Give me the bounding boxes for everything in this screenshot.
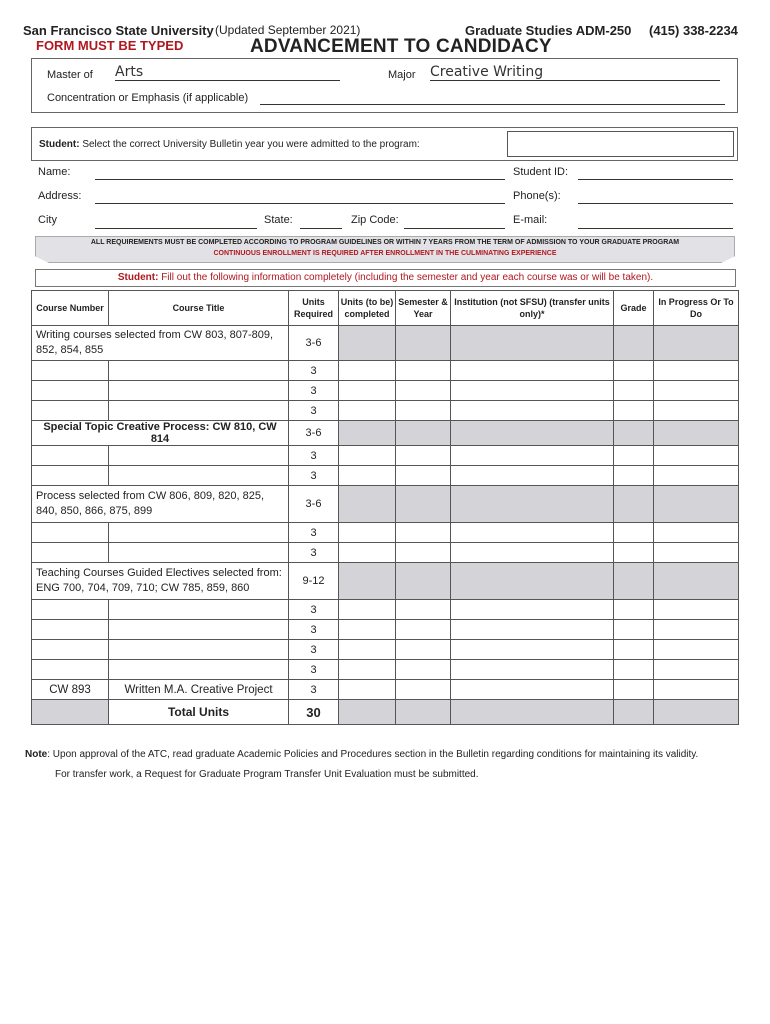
concentration-field[interactable] xyxy=(260,91,725,105)
major-field[interactable]: Creative Writing xyxy=(430,64,720,81)
semester-cell[interactable] xyxy=(396,620,451,640)
institution-cell xyxy=(451,486,614,523)
units-completed-cell[interactable] xyxy=(339,660,396,680)
master-label: Master of xyxy=(47,69,93,81)
student-id-label: Student ID: xyxy=(513,166,569,178)
grade-cell[interactable] xyxy=(614,600,654,620)
note-text: : Upon approval of the ATC, read graduate Academic Policies and Procedures section in the Bulletin regarding conditions for maintaining its validity. xyxy=(47,749,699,760)
grade-cell[interactable] xyxy=(614,466,654,486)
units-completed-cell[interactable] xyxy=(339,680,396,700)
table-header-row xyxy=(32,291,739,326)
grade-cell xyxy=(614,326,654,361)
semester-cell[interactable] xyxy=(396,401,451,421)
master-field[interactable]: Arts xyxy=(115,64,340,81)
grade-cell[interactable] xyxy=(614,660,654,680)
course-title-cell[interactable] xyxy=(109,600,289,620)
email-label: E-mail: xyxy=(513,214,548,226)
semester-cell[interactable] xyxy=(396,543,451,563)
grade-cell[interactable] xyxy=(614,523,654,543)
institution-cell[interactable] xyxy=(451,600,614,620)
course-title-cell[interactable]: Written M.A. Creative Project xyxy=(109,680,289,700)
semester-cell[interactable] xyxy=(396,446,451,466)
grade-cell[interactable] xyxy=(614,361,654,381)
approval-note xyxy=(25,749,698,760)
grade-cell xyxy=(614,563,654,600)
institution-cell[interactable] xyxy=(451,680,614,700)
phones-label: Phone(s): xyxy=(513,190,561,202)
institution-cell[interactable] xyxy=(451,660,614,680)
grade-cell[interactable] xyxy=(614,620,654,640)
units-required-cell: 3-6 xyxy=(289,486,339,523)
major-label: Major xyxy=(388,69,416,81)
note-label: Note xyxy=(25,749,48,760)
units-completed-cell[interactable] xyxy=(339,401,396,421)
units-completed-cell[interactable] xyxy=(339,466,396,486)
address-label: Address: xyxy=(38,190,82,202)
grade-cell[interactable] xyxy=(614,543,654,563)
course-title-cell[interactable] xyxy=(109,640,289,660)
grade-cell xyxy=(614,421,654,446)
semester-cell[interactable] xyxy=(396,660,451,680)
category-row xyxy=(32,563,739,600)
state-label: State: xyxy=(264,214,293,226)
total-spacer xyxy=(32,700,109,725)
course-number-cell[interactable] xyxy=(32,466,109,486)
category-row xyxy=(32,326,739,361)
university-name: San Francisco State University xyxy=(23,23,214,38)
grade-cell[interactable] xyxy=(614,640,654,660)
semester-cell xyxy=(396,563,451,600)
units-required-cell: 3 xyxy=(289,361,339,381)
col-grade: Grade xyxy=(614,291,654,326)
units-required-cell: 3 xyxy=(289,381,339,401)
col-course-number: Course Number xyxy=(32,291,109,326)
units-required-cell: 3-6 xyxy=(289,326,339,361)
progress-cell[interactable] xyxy=(654,523,739,543)
course-title-cell[interactable] xyxy=(109,466,289,486)
progress-cell xyxy=(654,326,739,361)
grade-cell[interactable] xyxy=(614,381,654,401)
grade-cell[interactable] xyxy=(614,680,654,700)
units-required-cell: 9-12 xyxy=(289,563,339,600)
units-required-cell: 3 xyxy=(289,620,339,640)
units-required-cell: 3 xyxy=(289,466,339,486)
units-completed-cell[interactable] xyxy=(339,361,396,381)
course-title-cell[interactable] xyxy=(109,523,289,543)
units-required-cell: 3 xyxy=(289,401,339,421)
course-number-cell[interactable]: CW 893 xyxy=(32,680,109,700)
course-number-cell[interactable] xyxy=(32,401,109,421)
semester-cell xyxy=(396,326,451,361)
progress-cell[interactable] xyxy=(654,660,739,680)
table-row xyxy=(32,600,739,620)
progress-cell[interactable] xyxy=(654,600,739,620)
instruction-text xyxy=(35,272,736,283)
units-completed-cell xyxy=(339,421,396,446)
progress-cell[interactable] xyxy=(654,361,739,381)
institution-cell xyxy=(451,563,614,600)
progress-cell xyxy=(654,421,739,446)
units-completed-cell[interactable] xyxy=(339,381,396,401)
total-label: Total Units xyxy=(109,700,289,725)
course-title-cell[interactable] xyxy=(109,660,289,680)
progress-cell[interactable] xyxy=(654,401,739,421)
instruction-body: Fill out the following information completely (including the semester and year each course was or will be taken). xyxy=(161,272,654,283)
units-required-cell: 3 xyxy=(289,543,339,563)
progress-cell[interactable] xyxy=(654,620,739,640)
course-table xyxy=(31,290,739,725)
course-title-cell[interactable] xyxy=(109,543,289,563)
table-row xyxy=(32,361,739,381)
category-row xyxy=(32,421,739,446)
institution-cell[interactable] xyxy=(451,620,614,640)
phones-field[interactable] xyxy=(578,203,733,204)
semester-cell xyxy=(396,486,451,523)
institution-cell[interactable] xyxy=(451,640,614,660)
must-type-warning: FORM MUST BE TYPED xyxy=(36,38,184,53)
progress-cell[interactable] xyxy=(654,640,739,660)
city-label: City xyxy=(38,214,57,226)
course-title-cell[interactable] xyxy=(109,381,289,401)
progress-cell[interactable] xyxy=(654,381,739,401)
institution-cell[interactable] xyxy=(451,466,614,486)
col-progress: In Progress Or To Do xyxy=(654,291,739,326)
semester-cell[interactable] xyxy=(396,523,451,543)
semester-cell[interactable] xyxy=(396,600,451,620)
units-completed-cell xyxy=(339,486,396,523)
table-row xyxy=(32,446,739,466)
updated-date: (Updated September 2021) xyxy=(215,23,361,37)
category-label: Process selected from CW 806, 809, 820, 825, 840, 850, 866, 875, 899 xyxy=(32,486,289,523)
page-title: ADVANCEMENT TO CANDIDACY xyxy=(250,36,552,57)
progress-cell[interactable] xyxy=(654,543,739,563)
notice-line-2: CONTINUOUS ENROLLMENT IS REQUIRED AFTER ENROLLMENT IN THE CULMINATING EXPERIENCE xyxy=(213,250,557,257)
zip-label: Zip Code: xyxy=(351,214,399,226)
table-row xyxy=(32,543,739,563)
category-label: Teaching Courses Guided Electives selected from: ENG 700, 704, 709, 710; CW 785, 859, 860 xyxy=(32,563,289,600)
notice-line-1: ALL REQUIREMENTS MUST BE COMPLETED ACCORDING TO PROGRAM GUIDELINES OR WITHIN 7 YEARS FROM THE TERM OF ADMISSION TO YOUR GRADUATE PROGRAM xyxy=(90,239,680,246)
col-course-title: Course Title xyxy=(109,291,289,326)
course-title-cell[interactable] xyxy=(109,401,289,421)
units-required-cell: 3 xyxy=(289,600,339,620)
col-units-completed: Units (to be) completed xyxy=(339,291,396,326)
form-code: Graduate Studies ADM-250 xyxy=(465,23,632,38)
semester-cell[interactable] xyxy=(396,361,451,381)
col-institution: Institution (not SFSU) (transfer units only)* xyxy=(451,291,614,326)
email-field[interactable] xyxy=(578,228,733,229)
grade-cell[interactable] xyxy=(614,446,654,466)
grade-cell xyxy=(614,486,654,523)
institution-cell[interactable] xyxy=(451,401,614,421)
course-number-cell[interactable] xyxy=(32,361,109,381)
total-row xyxy=(32,700,739,725)
institution-cell[interactable] xyxy=(451,523,614,543)
progress-cell[interactable] xyxy=(654,680,739,700)
units-completed-cell xyxy=(339,563,396,600)
transfer-note: For transfer work, a Request for Graduate Program Transfer Unit Evaluation must be submitted. xyxy=(55,769,479,780)
units-required-cell: 3 xyxy=(289,446,339,466)
course-number-cell[interactable] xyxy=(32,620,109,640)
table-row xyxy=(32,523,739,543)
units-completed-cell xyxy=(339,326,396,361)
category-row xyxy=(32,486,739,523)
student-id-field[interactable] xyxy=(578,179,733,180)
units-required-cell: 3-6 xyxy=(289,421,339,446)
units-required-cell: 3 xyxy=(289,523,339,543)
category-label: Special Topic Creative Process: CW 810, CW 814 xyxy=(32,421,289,446)
units-completed-cell[interactable] xyxy=(339,640,396,660)
concentration-label: Concentration or Emphasis (if applicable) xyxy=(47,92,249,104)
course-number-cell[interactable] xyxy=(32,640,109,660)
grade-cell[interactable] xyxy=(614,401,654,421)
units-completed-cell[interactable] xyxy=(339,523,396,543)
course-number-cell[interactable] xyxy=(32,600,109,620)
institution-cell xyxy=(451,326,614,361)
semester-cell[interactable] xyxy=(396,466,451,486)
col-units-required: Units Required xyxy=(289,291,339,326)
units-completed-cell[interactable] xyxy=(339,543,396,563)
semester-cell[interactable] xyxy=(396,381,451,401)
instruction-student-label: Student: xyxy=(117,272,159,283)
progress-cell[interactable] xyxy=(654,466,739,486)
units-completed-cell[interactable] xyxy=(339,600,396,620)
semester-cell xyxy=(396,421,451,446)
progress-cell xyxy=(654,486,739,523)
institution-cell[interactable] xyxy=(451,381,614,401)
course-title-cell[interactable] xyxy=(109,446,289,466)
table-row xyxy=(32,620,739,640)
progress-cell[interactable] xyxy=(654,446,739,466)
address-field[interactable] xyxy=(95,203,505,204)
course-title-cell[interactable] xyxy=(109,620,289,640)
units-required-cell: 3 xyxy=(289,640,339,660)
units-required-cell: 3 xyxy=(289,680,339,700)
table-row xyxy=(32,466,739,486)
institution-cell xyxy=(451,421,614,446)
table-row xyxy=(32,381,739,401)
course-number-cell[interactable] xyxy=(32,660,109,680)
institution-cell[interactable] xyxy=(451,543,614,563)
table-row xyxy=(32,640,739,660)
units-completed-cell[interactable] xyxy=(339,446,396,466)
office-phone: (415) 338-2234 xyxy=(649,23,738,38)
units-required-cell: 3 xyxy=(289,660,339,680)
total-value: 30 xyxy=(289,700,339,725)
city-field[interactable] xyxy=(95,228,257,229)
institution-cell[interactable] xyxy=(451,361,614,381)
institution-cell[interactable] xyxy=(451,446,614,466)
table-row xyxy=(32,401,739,421)
category-label: Writing courses selected from CW 803, 807-809, 852, 854, 855 xyxy=(32,326,289,361)
course-number-cell[interactable] xyxy=(32,381,109,401)
progress-cell xyxy=(654,563,739,600)
course-number-cell[interactable] xyxy=(32,446,109,466)
semester-cell[interactable] xyxy=(396,640,451,660)
zip-field[interactable] xyxy=(404,228,505,229)
state-field[interactable] xyxy=(300,228,342,229)
bulletin-text: Select the correct University Bulletin year you were admitted to the program: xyxy=(82,139,420,150)
bulletin-year-field[interactable] xyxy=(507,131,734,157)
course-number-cell[interactable] xyxy=(32,523,109,543)
table-row xyxy=(32,660,739,680)
name-field[interactable] xyxy=(95,179,505,180)
name-label: Name: xyxy=(38,166,71,178)
units-completed-cell[interactable] xyxy=(339,620,396,640)
semester-cell[interactable] xyxy=(396,680,451,700)
course-number-cell[interactable] xyxy=(32,543,109,563)
table-row xyxy=(32,680,739,700)
bulletin-student-label: Student: xyxy=(39,139,80,150)
col-semester: Semester & Year xyxy=(396,291,451,326)
bulletin-instruction xyxy=(39,139,420,150)
course-title-cell[interactable] xyxy=(109,361,289,381)
